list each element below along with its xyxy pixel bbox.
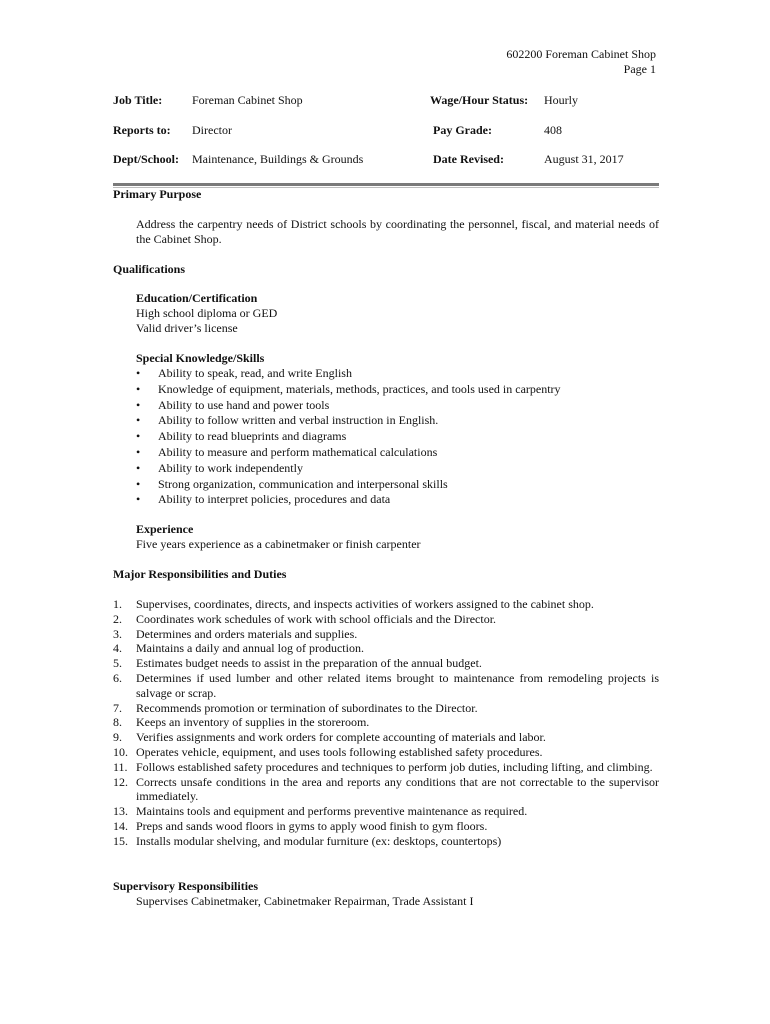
duty-text: Determines if used lumber and other related items brought to maintenance from remodeling projects is salvage or scrap. xyxy=(136,670,659,700)
education-block xyxy=(113,291,659,336)
pay-grade-value: 408 xyxy=(544,123,562,137)
skill-item: • Strong organization, communication and interpersonal skills xyxy=(158,477,659,493)
skill-item: • Ability to work independently xyxy=(158,461,659,477)
primary-purpose-text: Address the carpentry needs of District schools by coordinating the personnel, fiscal, and material needs of the Cabinet Shop. xyxy=(136,217,659,246)
duties-section xyxy=(113,567,659,849)
dept-school-label: Dept/School: xyxy=(113,152,179,166)
wage-status-value: Hourly xyxy=(544,93,578,107)
meta-row-job xyxy=(113,93,658,109)
duty-number: 11. xyxy=(113,759,128,774)
qualifications-heading: Qualifications xyxy=(113,262,186,276)
duty-number: 4. xyxy=(113,641,122,656)
duty-item xyxy=(113,612,659,627)
duty-number: 14. xyxy=(113,818,128,833)
duty-item xyxy=(113,715,659,730)
duty-text: Estimates budget needs to assist in the preparation of the annual budget. xyxy=(136,656,482,671)
dept-school-value: Maintenance, Buildings & Grounds xyxy=(192,152,364,166)
skills-block xyxy=(113,351,659,366)
duty-number: 7. xyxy=(113,700,122,715)
duty-number: 15. xyxy=(113,833,128,848)
duty-number: 13. xyxy=(113,804,128,819)
doc-id-title: 602200 Foreman Cabinet Shop xyxy=(506,47,656,61)
duty-item xyxy=(113,819,659,834)
duty-text: Verifies assignments and work orders for complete accounting of materials and labor. xyxy=(136,730,546,745)
duty-number: 5. xyxy=(113,656,122,671)
skill-item: • Ability to use hand and power tools xyxy=(158,398,659,414)
education-item: Valid driver’s license xyxy=(136,321,238,335)
duty-number: 10. xyxy=(113,744,128,759)
primary-purpose-heading: Primary Purpose xyxy=(113,187,202,201)
duty-item xyxy=(113,760,659,775)
duty-text: Recommends promotion or termination of subordinates to the Director. xyxy=(136,700,478,715)
page-header xyxy=(506,47,656,77)
duty-item xyxy=(113,804,659,819)
date-revised-label: Date Revised: xyxy=(433,152,504,166)
duty-text: Coordinates work schedules of work with school officials and the Director. xyxy=(136,611,497,626)
duty-number: 12. xyxy=(113,774,128,789)
page-number: Page 1 xyxy=(623,62,656,76)
duty-item xyxy=(113,730,659,745)
skill-item: • Ability to interpret policies, procedures and data xyxy=(158,492,659,508)
duty-item xyxy=(113,671,659,701)
duty-number: 6. xyxy=(113,670,122,685)
duties-heading: Major Responsibilities and Duties xyxy=(113,567,287,581)
education-item: High school diploma or GED xyxy=(136,306,278,320)
primary-purpose-section xyxy=(113,187,659,247)
education-heading: Education/Certification xyxy=(136,291,258,305)
skill-item: • Ability to speak, read, and write English xyxy=(158,366,659,382)
duty-item xyxy=(113,701,659,716)
meta-row-reports xyxy=(113,123,658,139)
duty-text: Follows established safety procedures and techniques to perform job duties, including lifting, and climbing. xyxy=(136,759,653,774)
duty-number: 1. xyxy=(113,597,122,611)
reports-to-label: Reports to: xyxy=(113,123,171,137)
duty-item xyxy=(113,745,659,760)
duty-text: Maintains tools and equipment and performs preventive maintenance as required. xyxy=(136,804,528,819)
skills-list xyxy=(113,366,659,508)
duty-text: Supervises, coordinates, directs, and inspects activities of workers assigned to the cabinet shop. xyxy=(136,597,594,611)
duty-text: Operates vehicle, equipment, and uses tools following established safety procedures. xyxy=(136,744,543,759)
skill-item: • Ability to follow written and verbal instruction in English. xyxy=(158,413,659,429)
supervisory-heading: Supervisory Responsibilities xyxy=(113,879,259,893)
duty-item xyxy=(113,656,659,671)
skills-heading: Special Knowledge/Skills xyxy=(136,351,265,365)
duty-text: Installs modular shelving, and modular furniture (ex: desktops, countertops) xyxy=(136,833,502,848)
meta-row-dept xyxy=(113,152,658,168)
duty-number: 3. xyxy=(113,626,122,641)
qualifications-section xyxy=(113,262,659,552)
duty-item xyxy=(113,627,659,642)
duty-number: 2. xyxy=(113,611,122,626)
duty-text: Keeps an inventory of supplies in the storeroom. xyxy=(136,715,370,730)
supervisory-text: Supervises Cabinetmaker, Cabinetmaker Repairman, Trade Assistant I xyxy=(136,894,474,908)
job-title-label: Job Title: xyxy=(113,93,163,107)
pay-grade-label: Pay Grade: xyxy=(433,123,492,137)
experience-text: Five years experience as a cabinetmaker or finish carpenter xyxy=(136,537,421,552)
duty-text: Determines and orders materials and supplies. xyxy=(136,626,358,641)
skill-item: • Knowledge of equipment, materials, methods, practices, and tools used in carpentry xyxy=(158,382,659,398)
duty-text: Preps and sands wood floors in gyms to apply wood finish to gym floors. xyxy=(136,818,488,833)
duty-item xyxy=(113,834,659,849)
reports-to-value: Director xyxy=(192,123,232,137)
duty-number: 8. xyxy=(113,715,122,730)
header-divider xyxy=(113,183,659,186)
wage-status-label: Wage/Hour Status: xyxy=(430,93,529,107)
duty-item xyxy=(113,775,659,805)
skill-item: • Ability to measure and perform mathematical calculations xyxy=(158,445,659,461)
duty-item xyxy=(113,597,659,612)
duties-list xyxy=(113,597,659,849)
duty-text: Maintains a daily and annual log of production. xyxy=(136,641,364,656)
duty-item xyxy=(113,641,659,656)
supervisory-section xyxy=(113,879,659,909)
job-title-value: Foreman Cabinet Shop xyxy=(192,93,303,107)
duty-number: 9. xyxy=(113,730,122,745)
experience-heading: Experience xyxy=(136,522,194,537)
duty-text: Corrects unsafe conditions in the area and reports any conditions that are not correctable to the supervisor immediately. xyxy=(136,774,659,804)
date-revised-value: August 31, 2017 xyxy=(544,152,624,166)
experience-block xyxy=(113,522,659,552)
skill-item: • Ability to read blueprints and diagrams xyxy=(158,429,659,445)
